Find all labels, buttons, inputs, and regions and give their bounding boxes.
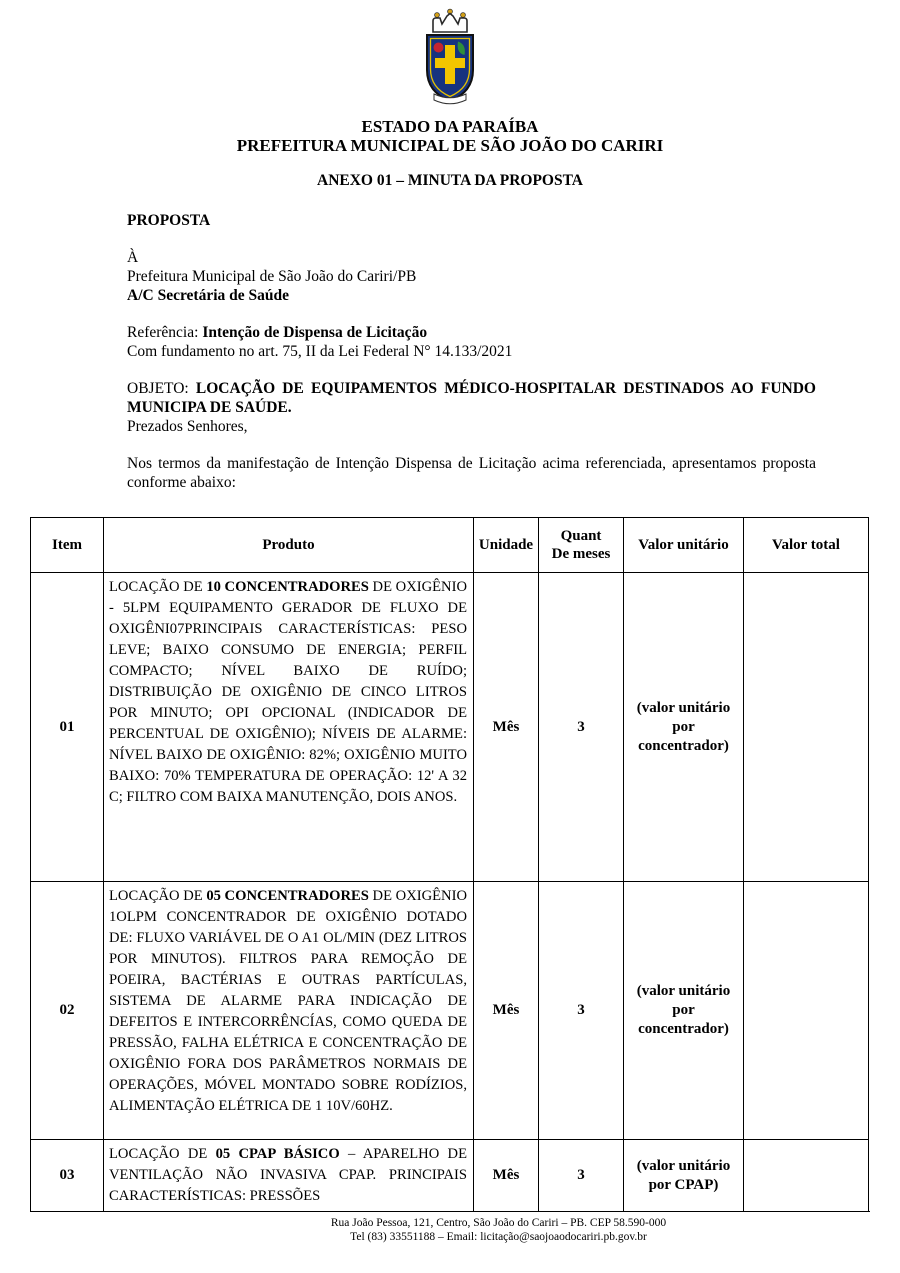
col-header-qty-line1: Quant: [560, 528, 602, 544]
cell-product-2: [104, 882, 474, 1140]
col-header-qty-line2: De meses: [551, 546, 611, 562]
table-header-row: [31, 518, 869, 573]
product-text: LOCAÇÃO DE: [109, 579, 207, 595]
cell-item-1: 01: [31, 573, 104, 882]
salutation: À: [127, 249, 139, 266]
product-text-rest: DE OXIGÊNIO - 5LPM EQUIPAMENTO GERADOR DE FLUXO DE OXIGÊNI07PRINCIPAIS CARACTERÍSTICAS: PESO LEVE; BAIXO CONSUMO DE ENERGIA; PERFIL COMPACTO; NÍVEL BAIXO DE RUÍDO; DISTRIBUIÇÃO DE OXIGÊNIO DE CINCO LITROS POR MINUTO; OPI OPCIONAL (INDICADOR DE PERCENTUAL DE OXIGÊNIO); NÍVEIS DE ALARME: NÍVEL BAIXO DE OXIGÊNIO: 82%; OXIGÊNIO MUITO BAIXO: 70% TEMPERATURA DE OPERAÇÃO: 12' A 32 C; FILTRO COM BAIXA MANUTENÇÃO, DOIS ANOS.: [109, 579, 467, 805]
municipal-crest-icon: [411, 8, 489, 112]
proposta-heading: PROPOSTA: [127, 212, 211, 229]
footer-contact: Tel (83) 33551188 – Email: licitação@saojoaodocariri.pb.gov.br: [350, 1231, 647, 1243]
cell-unit-value-3: (valor unitário por CPAP): [624, 1140, 744, 1212]
cell-unit-1: Mês: [474, 573, 539, 882]
footer-address: Rua João Pessoa, 121, Centro, São João do Cariri – PB. CEP 58.590-000: [330, 1217, 667, 1229]
object-paragraph: [127, 379, 816, 417]
addressee-line2: A/C Secretária de Saúde: [127, 287, 290, 304]
object-value: LOCAÇÃO DE EQUIPAMENTOS MÉDICO-HOSPITALAR DESTINADOS AO FUNDO MUNICIPA DE SAÚDE.: [127, 380, 816, 416]
table-row-3: [31, 1140, 869, 1212]
document-title: ANEXO 01 – MINUTA DA PROPOSTA: [317, 172, 583, 189]
org-header: [0, 117, 900, 155]
product-text: LOCAÇÃO DE: [109, 1146, 216, 1162]
col-header-item: Item: [31, 518, 104, 573]
table-row-2: [31, 882, 869, 1140]
cell-qty-3: 3: [539, 1140, 624, 1212]
cell-product-3: [104, 1140, 474, 1212]
municipality-name: PREFEITURA MUNICIPAL DE SÃO JOÃO DO CARIRI: [236, 136, 664, 155]
legal-basis: Com fundamento no art. 75, II da Lei Federal N° 14.133/2021: [127, 343, 513, 360]
col-header-unit-value: Valor unitário: [624, 518, 744, 573]
reference-line: [127, 323, 816, 342]
product-text: LOCAÇÃO DE: [109, 888, 207, 904]
object-label: OBJETO:: [127, 380, 196, 397]
col-header-qty: [539, 518, 624, 573]
product-text-rest: DE OXIGÊNIO 1OLPM CONCENTRADOR DE OXIGÊNIO DOTADO DE: FLUXO VARIÁVEL DE O A1 OL/MIN (DEZ LITROS POR MINUTOS). FILTROS PARA REMOÇÃO DE POEIRA, BACTÉRIAS E OUTRAS PARTÍCULAS, SISTEMA DE ALARME PARA INDICAÇÃO DE DEFEITOS E INTERCORRÊNCÍAS, COMO QUEDA DE PRESSÃO, FALHA ELÉTRICA E CONCENTRAÇÃO DE OXIGÊNIO FORA DOS PARÂMETROS NORMAIS DE OPERAÇÕES, MÓVEL MONTADO SOBRE RODÍZIOS, ALIMENTAÇÃO ELÉTRICA DE 1 10V/60HZ.: [109, 888, 467, 1114]
coat-of-arms: [0, 0, 900, 112]
product-text-rest: – APARELHO DE VENTILAÇÃO NÃO INVASIVA CPAP. PRINCIPAIS CARACTERÍSTICAS: PRESSÕES: [109, 1146, 467, 1204]
col-header-unit: Unidade: [474, 518, 539, 573]
product-bold-text: 05 CPAP BÁSICO: [215, 1146, 340, 1162]
product-bold-text: 10 CONCENTRADORES: [206, 579, 369, 595]
cell-item-3: 03: [31, 1140, 104, 1212]
col-header-total: Valor total: [744, 518, 869, 573]
reference-value: Intenção de Dispensa de Licitação: [202, 324, 428, 341]
product-bold-text: 05 CONCENTRADORES: [206, 888, 369, 904]
cell-unit-2: Mês: [474, 882, 539, 1140]
page-footer: [127, 1211, 870, 1244]
cell-total-2: [744, 882, 869, 1140]
cell-total-1: [744, 573, 869, 882]
proposal-table: [30, 517, 869, 1212]
addressee-line1: Prefeitura Municipal de São João do Cariri/PB: [127, 268, 417, 285]
cell-unit-value-2: (valor unitário por concentrador): [624, 882, 744, 1140]
cell-total-3: [744, 1140, 869, 1212]
cell-unit-value-1: (valor unitário por concentrador): [624, 573, 744, 882]
col-header-product: Produto: [104, 518, 474, 573]
cell-qty-1: 3: [539, 573, 624, 882]
cell-unit-3: Mês: [474, 1140, 539, 1212]
state-name: ESTADO DA PARAÍBA: [361, 117, 539, 136]
table-row-1: [31, 573, 869, 882]
letter-body: [127, 211, 816, 492]
cell-product-1: [104, 573, 474, 882]
cell-qty-2: 3: [539, 882, 624, 1140]
greeting: Prezados Senhores,: [127, 418, 248, 435]
cell-item-2: 02: [31, 882, 104, 1140]
reference-label: Referência:: [127, 324, 203, 341]
intro-paragraph: Nos termos da manifestação de Intenção Dispensa de Licitação acima referenciada, apresentamos proposta conforme abaixo:: [127, 455, 816, 491]
